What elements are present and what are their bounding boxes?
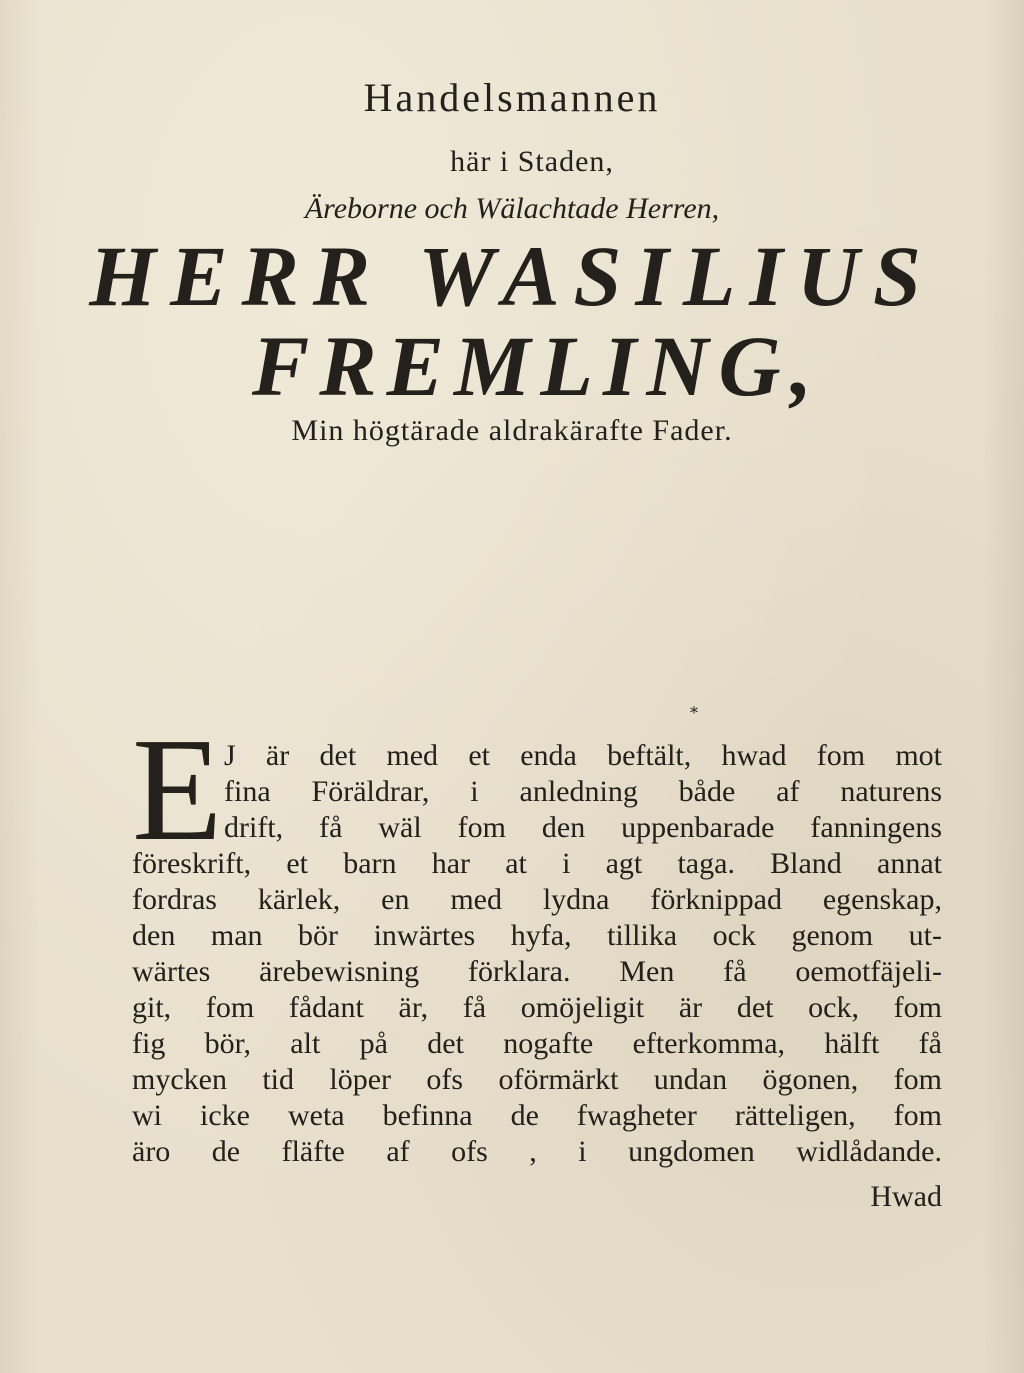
body-line: wi icke weta befinna de fwagheter rätteligen, fom (132, 1099, 942, 1132)
body-line: äro de fläfte af ofs , i ungdomen widlådande. (132, 1135, 942, 1168)
catchword: Hwad (870, 1180, 942, 1213)
body-line: wärtes ärebewisning förklara. Men få oemotfäjeli- (132, 955, 942, 988)
body-line: fina Föräldrar, i anledning både af naturens (224, 775, 942, 808)
body-line: fordras kärlek, en med lydna förknippad egenskap, (132, 883, 942, 916)
heading-subtitle-honorific: Äreborne och Wälachtade Herren, (304, 192, 720, 225)
body-line: git, fom fådant är, få omöjeligit är det ock, fom (132, 991, 942, 1024)
body-line: den man bör inwärtes hyfa, tillika ock genom ut- (132, 919, 942, 952)
heading-greeting: Min högtärade aldrakärafte Fader. (291, 414, 733, 447)
body-line: föreskrift, et barn har at i agt taga. Bland annat (132, 847, 942, 880)
heading-name-line-1: HERR WASILIUS (89, 228, 935, 324)
drop-cap: E (132, 708, 223, 872)
heading-name-line-2: FREMLING, (251, 318, 823, 414)
body-line: fig bör, alt på det nogafte efterkomma, hälft få (132, 1027, 942, 1060)
heading-title: Handelsmannen (363, 75, 661, 120)
body-line: mycken tid löper ofs oförmärkt undan ögonen, fom (132, 1063, 942, 1096)
heading-subtitle-location: här i Staden, (450, 145, 614, 178)
body-line: drift, få wäl fom den uppenbarade fanningens (224, 811, 942, 844)
body-line: J är det med et enda beftält, hwad fom mot (224, 739, 942, 772)
ornament-mark: ⁎ (690, 700, 698, 717)
